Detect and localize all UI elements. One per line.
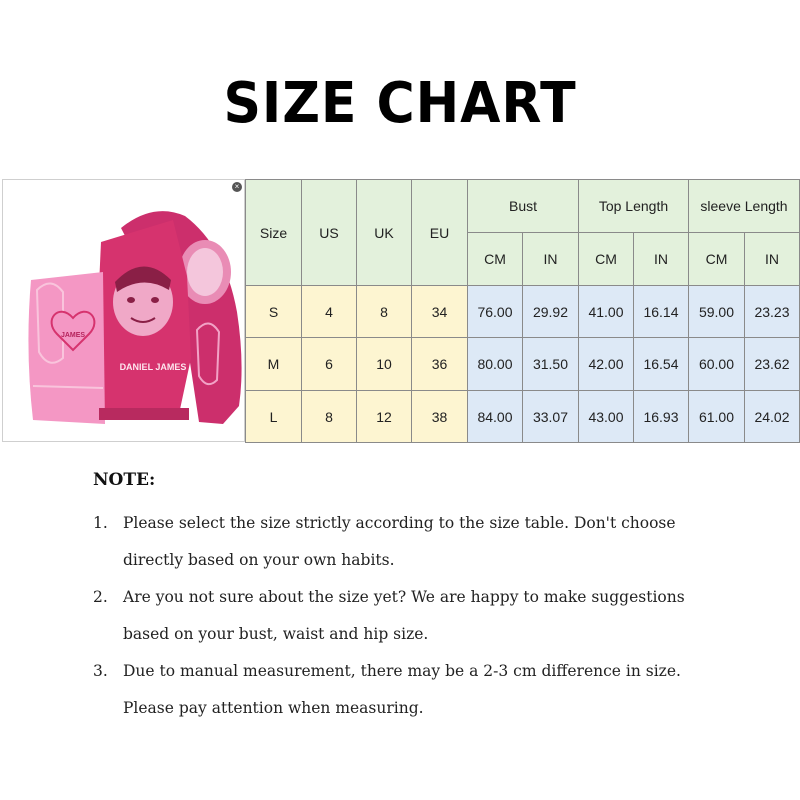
note-number: 3. [93,662,108,680]
unit-bust-in: IN [523,233,579,286]
cell-top-cm: 42.00 [579,338,634,391]
cell-eu: 34 [412,286,468,338]
cell-size: L [246,391,302,443]
note-text: Please select the size strictly according to the size table. Don't choose directly based on your own habits. [123,514,676,569]
product-illustration [3,180,244,441]
table-row [246,391,800,443]
cell-top-in: 16.54 [634,338,689,391]
cell-sleeve-cm: 61.00 [689,391,745,443]
james-text: JAMES [60,332,86,339]
note-text: Are you not sure about the size yet? We are happy to make suggestions based on your bust, waist and hip size. [123,588,685,643]
cell-sleeve-in: 23.62 [745,338,800,391]
header-size: Size [246,180,302,286]
note-list [93,505,733,727]
daniel-james-text: DANIEL JAMES [119,362,187,372]
cell-sleeve-cm: 59.00 [689,286,745,338]
table-row [246,286,800,338]
cell-uk: 8 [357,286,412,338]
cell-eu: 38 [412,391,468,443]
unit-sleeve-in: IN [745,233,800,286]
cell-size: S [246,286,302,338]
list-item [93,505,733,579]
list-item [93,653,733,727]
table-row [246,338,800,391]
cell-bust-in: 29.92 [523,286,579,338]
cell-sleeve-in: 23.23 [745,286,800,338]
note-text: Due to manual measurement, there may be a 2-3 cm difference in size. Please pay attention when measuring. [123,662,681,717]
cell-us: 4 [302,286,357,338]
cell-uk: 12 [357,391,412,443]
cell-bust-cm: 80.00 [468,338,523,391]
cell-size: M [246,338,302,391]
list-item [93,579,733,653]
cell-bust-cm: 84.00 [468,391,523,443]
unit-top-cm: CM [579,233,634,286]
cell-us: 6 [302,338,357,391]
header-bust: Bust [468,180,579,233]
cell-bust-in: 31.50 [523,338,579,391]
header-eu: EU [412,180,468,286]
close-icon[interactable]: × [232,182,242,192]
cell-top-cm: 43.00 [579,391,634,443]
cell-top-in: 16.93 [634,391,689,443]
note-number: 1. [93,514,108,532]
product-photo [2,179,245,442]
cell-top-cm: 41.00 [579,286,634,338]
page-title: SIZE CHART [223,71,577,136]
note-title: NOTE: [93,470,156,490]
header-top-length: Top Length [579,180,689,233]
cell-us: 8 [302,391,357,443]
note-number: 2. [93,588,108,606]
unit-bust-cm: CM [468,233,523,286]
size-table [245,179,800,443]
cell-eu: 36 [412,338,468,391]
header-uk: UK [357,180,412,286]
cell-uk: 10 [357,338,412,391]
header-us: US [302,180,357,286]
unit-top-in: IN [634,233,689,286]
cell-sleeve-cm: 60.00 [689,338,745,391]
cell-bust-in: 33.07 [523,391,579,443]
cell-bust-cm: 76.00 [468,286,523,338]
unit-sleeve-cm: CM [689,233,745,286]
header-sleeve-length: sleeve Length [689,180,800,233]
cell-sleeve-in: 24.02 [745,391,800,443]
cell-top-in: 16.14 [634,286,689,338]
